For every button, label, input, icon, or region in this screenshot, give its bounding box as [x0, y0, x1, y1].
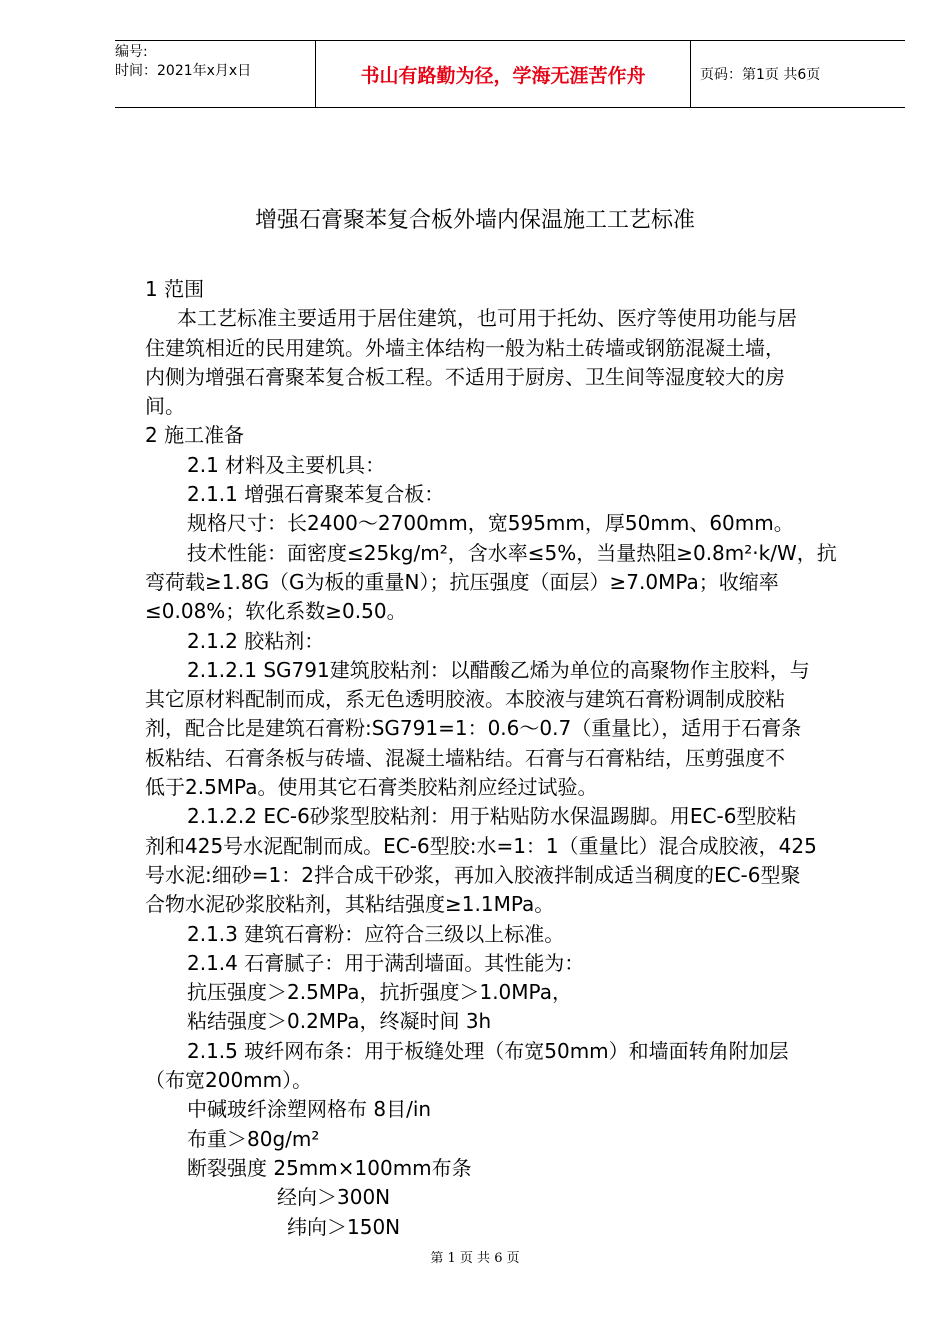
paragraph-line: 剂和425号水泥配制而成。EC-6型胶:水=1：1（重量比）混合成胶液，425 [145, 833, 817, 858]
paragraph-line: 2 施工准备 [145, 423, 245, 448]
paragraph-line: 间。 [145, 394, 185, 419]
paragraph-line: 低于2.5MPa。使用其它石膏类胶粘剂应经过试验。 [145, 775, 598, 800]
paragraph-line: 2.1.2.1 SG791建筑胶粘剂：以醋酸乙烯为单位的高聚物作主胶料，与 [187, 657, 810, 682]
paragraph-line: 其它原材料配制而成，系无色透明胶液。本胶液与建筑石膏粉调制成胶粘 [145, 687, 785, 712]
paragraph-line: （布宽200mm）。 [145, 1068, 313, 1093]
page-footer: 第 1 页 共 6 页 [430, 1251, 520, 1266]
header-page-info: 页码：第1页 共6页 [700, 67, 821, 83]
header-meta [115, 41, 315, 107]
paragraph-line: 弯荷载≥1.8G（G为板的重量N）；抗压强度（面层）≥7.0MPa；收缩率 [145, 569, 779, 594]
header-motto: 书山有路勤为径，学海无涯苦作舟 [315, 41, 691, 107]
paragraph-line: 2.1.1 增强石膏聚苯复合板： [187, 482, 445, 507]
paragraph-line: 中碱玻纤涂塑网格布 8目/in [187, 1097, 432, 1122]
paragraph-line: 规格尺寸：长2400～2700mm，宽595mm，厚50mm、60mm。 [187, 511, 794, 536]
document-title: 增强石膏聚苯复合板外墙内保温施工工艺标准 [254, 208, 695, 233]
paragraph-line: 剂，配合比是建筑石膏粉:SG791=1：0.6～0.7（重量比），适用于石膏条 [145, 716, 802, 741]
paragraph-line: ≤0.08%；软化系数≥0.50。 [145, 599, 407, 624]
paragraph-line: 断裂强度 25mm×100mm布条 [187, 1155, 472, 1180]
paragraph-line: 2.1.5 玻纤网布条：用于板缝处理（布宽50mm）和墙面转角附加层 [187, 1038, 789, 1063]
paragraph-line: 本工艺标准主要适用于居住建筑，也可用于托幼、医疗等使用功能与居 [177, 306, 797, 331]
paragraph-line: 技术性能：面密度≤25kg/m²，含水率≤5%，当量热阻≥0.8m²·k/W，抗 [187, 540, 837, 565]
paragraph-line: 1 范围 [145, 277, 205, 301]
document-body [145, 275, 880, 1242]
page-header [115, 40, 905, 108]
paragraph-line: 2.1.3 建筑石膏粉：应符合三级以上标准。 [187, 921, 565, 946]
paragraph-line: 内侧为增强石膏聚苯复合板工程。不适用于厨房、卫生间等湿度较大的房 [145, 364, 785, 389]
paragraph-line: 2.1 材料及主要机具： [187, 452, 386, 477]
paragraph-line: 粘结强度＞0.2MPa，终凝时间 3h [187, 1009, 492, 1034]
paragraph-line: 板粘结、石膏条板与砖墙、混凝土墙粘结。石膏与石膏粘结，压剪强度不 [145, 745, 785, 770]
paragraph-line: 住建筑相近的民用建筑。外墙主体结构一般为粘土砖墙或钢筋混凝土墙， [145, 335, 785, 360]
paragraph-line: 2.1.2.2 EC-6砂浆型胶粘剂：用于粘贴防水保温踢脚。用EC-6型胶粘 [187, 804, 797, 829]
paragraph-line: 号水泥:细砂=1：2拌合成干砂浆，再加入胶液拌制成适当稠度的EC-6型聚 [145, 862, 801, 887]
paragraph-line: 2.1.4 石膏腻子：用于满刮墙面。其性能为： [187, 950, 585, 975]
code-label: 编号: [115, 44, 148, 60]
paragraph-line: 抗压强度＞2.5MPa，抗折强度＞1.0MPa， [187, 980, 572, 1005]
time-label: 时间：2021年x月x日 [115, 63, 252, 79]
paragraph-line: 纬向＞150N [287, 1214, 401, 1239]
paragraph-line: 布重＞80g/m² [187, 1126, 320, 1151]
paragraph-line: 经向＞300N [277, 1185, 391, 1210]
paragraph-line: 2.1.2 胶粘剂： [187, 628, 325, 653]
paragraph-line: 合物水泥砂浆胶粘剂，其粘结强度≥1.1MPa。 [145, 892, 555, 917]
